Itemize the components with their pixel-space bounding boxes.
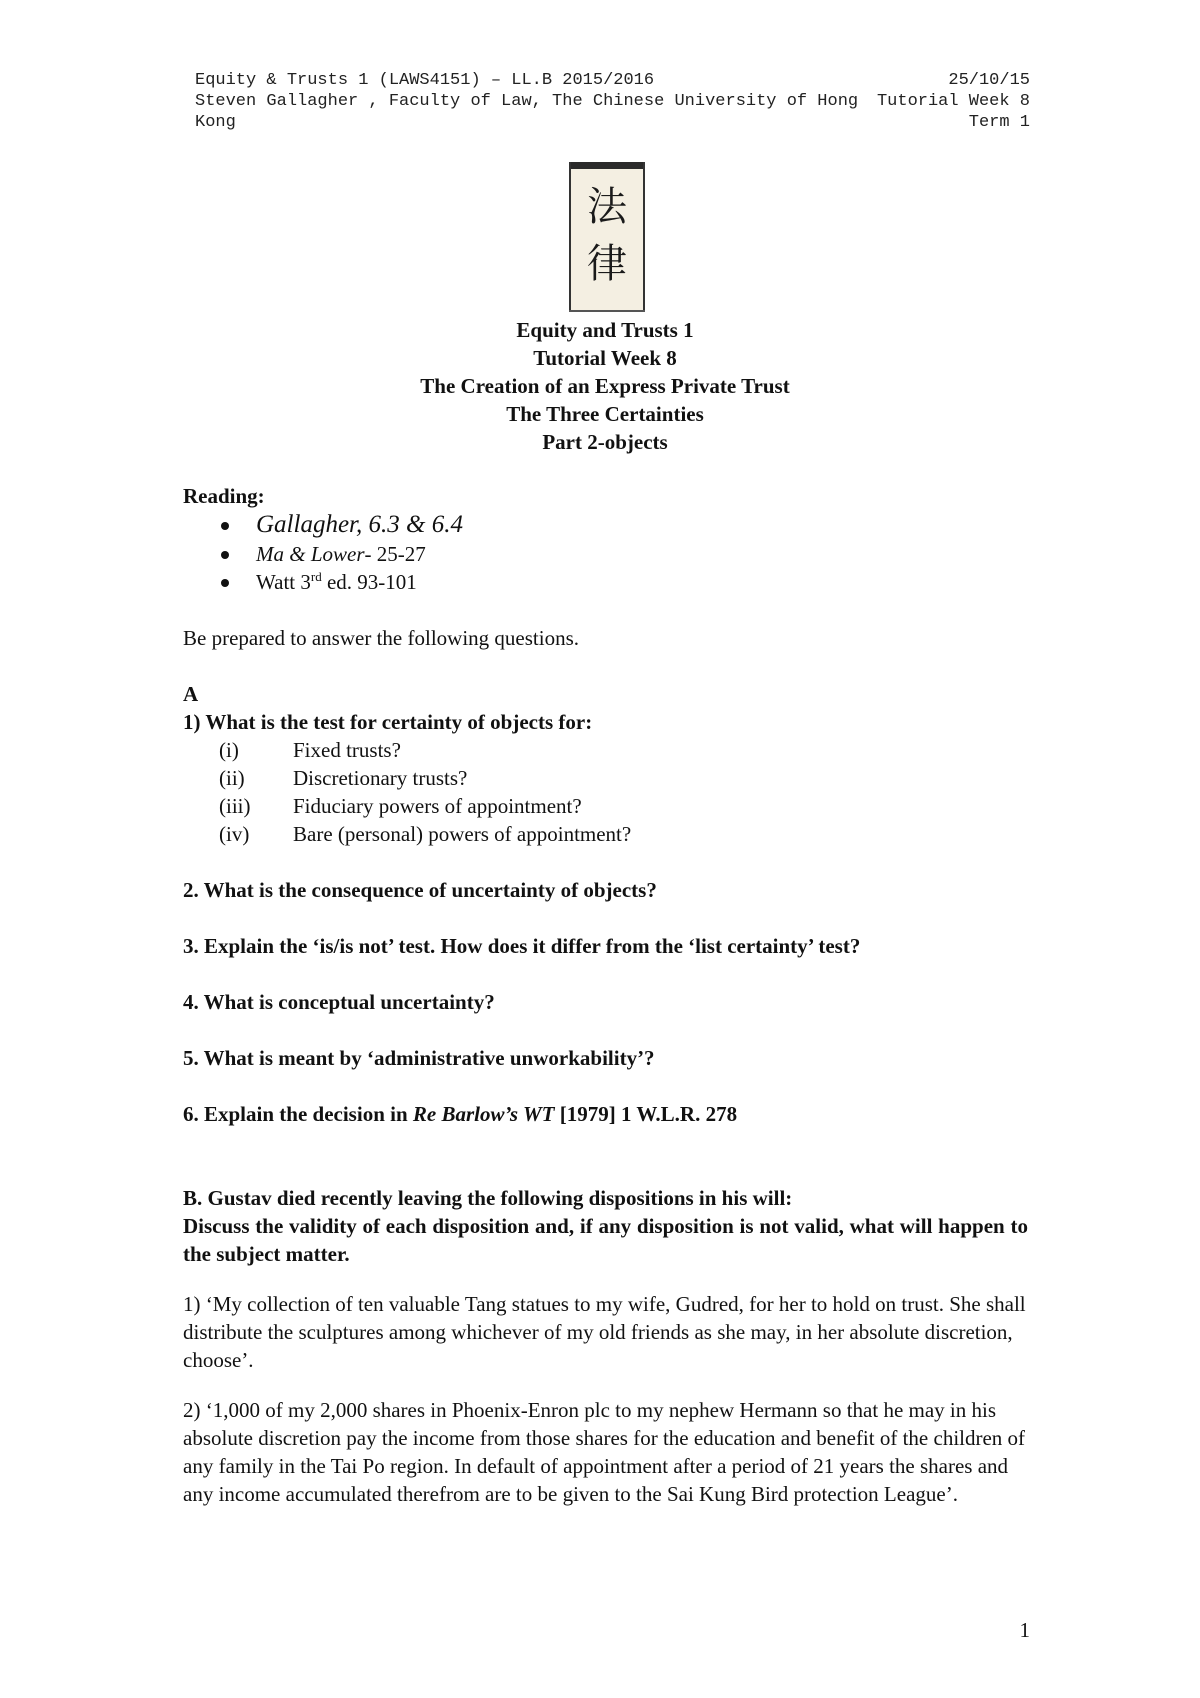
svg-text:法: 法 [587,184,627,230]
bullet-icon [221,579,229,587]
section-b-instruction: Discuss the validity of each disposition and, if any disposition is not valid, what will happen to the subject matter. [183,1214,1028,1266]
section-a-label: A [183,682,199,706]
header-right [877,70,1030,133]
disposition-1: 1) ‘My collection of ten valuable Tang statues to my wife, Gudred, for her to hold on trust. She shall distribute the sculptures among whichever of my old friends as she may, in her absolute discretion, choose’. [183,1292,1026,1372]
title-topic: The Creation of an Express Private Trust [420,374,790,398]
question-4: 4. What is conceptual uncertainty? [183,990,495,1014]
q1-item-fiduciary: (iii) Fiduciary powers of appointment? [219,794,582,818]
document-title-block [0,316,1200,456]
svg-text:律: 律 [587,241,627,287]
q1-item-bare: (iv) Bare (personal) powers of appointment? [219,822,632,846]
header-course: Equity & Trusts 1 (LAWS4151) – LL.B 2015/2016 [195,71,655,90]
question-1: 1) What is the test for certainty of objects for: [183,710,593,734]
question-3: 3. Explain the ‘is/is not’ test. How does it differ from the ‘list certainty’ test? [183,934,861,958]
disposition-2: 2) ‘1,000 of my 2,000 shares in Phoenix-Enron plc to my nephew Hermann so that he may in his absolute discretion pay the income from those shares for the education and benefit of the children of any family in the Tai Po region. In default of appointment after a period of 21 years the shares and any income accumulated therefrom are to be given to the Sai Kung Bird protection League’. [183,1398,1026,1506]
q1-item-discretionary: (ii) Discretionary trusts? [219,766,468,790]
title-course: Equity and Trusts 1 [516,318,694,342]
header-term: Term 1 [968,113,1030,132]
bullet-icon [221,551,229,559]
reading-item-watt: Watt 3rd ed. 93-101 [183,568,1028,596]
header-left [195,70,859,133]
law-calligraphy-scroll [569,162,645,312]
header-week: Tutorial Week 8 [876,92,1030,111]
reading-item-gallagher: Gallagher, 6.3 & 6.4 [183,510,1028,540]
document-body [183,482,1028,1508]
reading-heading: Reading: [183,484,265,508]
page-number: 1 [1019,1618,1030,1642]
bullet-icon [221,522,229,530]
question-6: 6. Explain the decision in Re Barlow’s WT [1979] 1 W.L.R. 278 [183,1102,738,1126]
title-part: Part 2-objects [542,430,668,454]
title-subtopic: The Three Certainties [506,402,704,426]
reading-item-ma-lower: Ma & Lower- 25-27 [183,540,1028,568]
question-5: 5. What is meant by ‘administrative unworkability’? [183,1046,655,1070]
section-b-heading: B. Gustav died recently leaving the following dispositions in his will: [183,1186,793,1210]
header-author-cont: Kong [195,113,236,132]
case-name: Re Barlow’s WT [412,1102,555,1126]
question-1-items [183,736,1028,848]
title-week: Tutorial Week 8 [533,346,677,370]
reading-list [183,510,1028,596]
header-date: 25/10/15 [948,71,1030,90]
q1-item-fixed: (i) Fixed trusts? [219,738,401,762]
intro-text: Be prepared to answer the following questions. [183,626,579,650]
question-2: 2. What is the consequence of uncertainty of objects? [183,878,657,902]
header-author: Steven Gallagher , Faculty of Law, The Chinese University of Hong [195,92,859,111]
